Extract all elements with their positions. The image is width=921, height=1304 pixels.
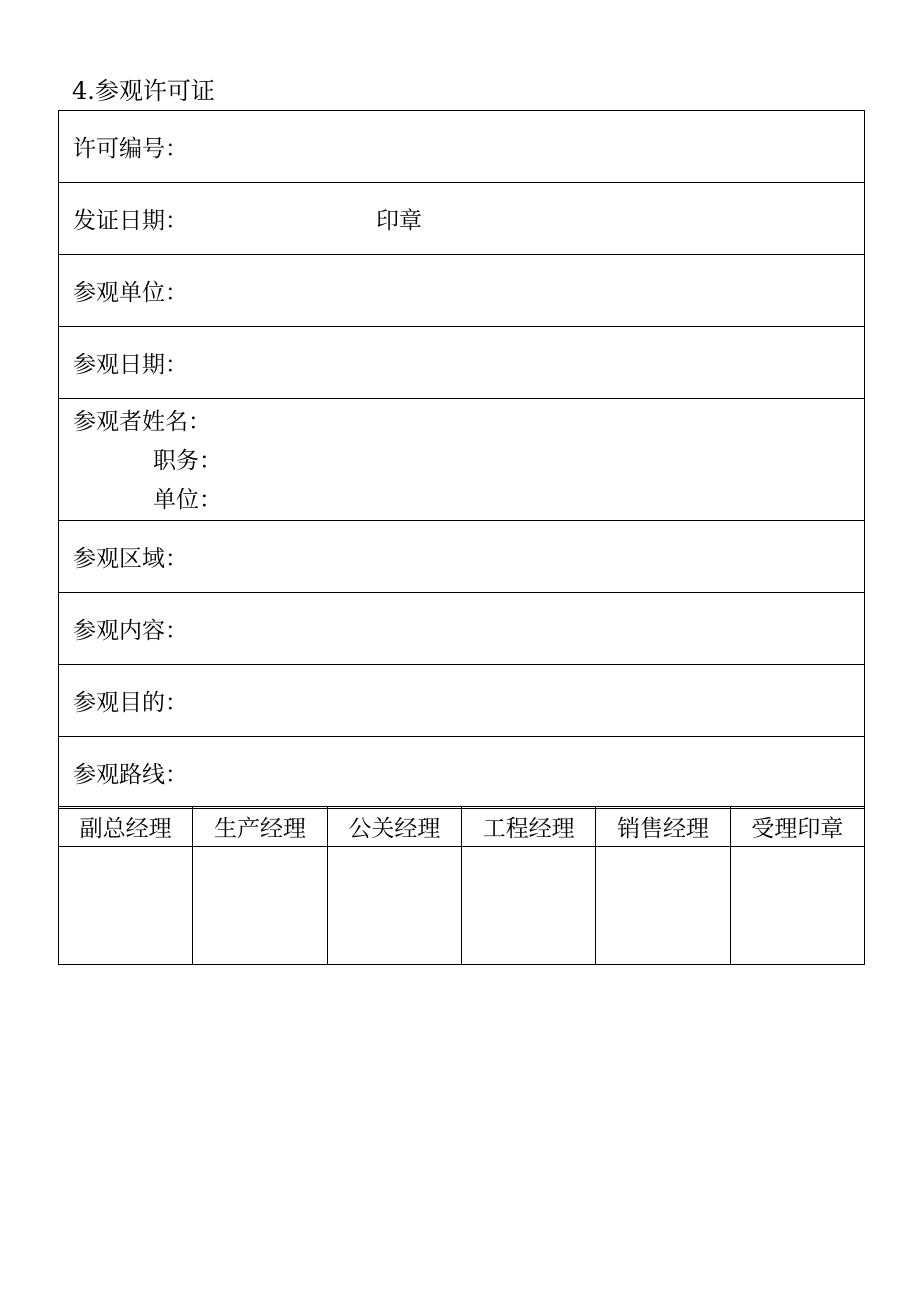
- issue-date-label: 发证日期：: [73, 208, 188, 234]
- visitor-name-label: 参观者姓名：: [73, 409, 211, 435]
- approval-signature-cell[interactable]: [596, 847, 730, 965]
- approval-header-row: [59, 807, 865, 847]
- visit-unit-label: 参观单位：: [73, 280, 188, 306]
- approval-signature-table: [58, 806, 865, 965]
- visitor-info-row: [59, 399, 865, 521]
- seal-label: 印章: [376, 208, 422, 234]
- visitor-unit-label: 单位：: [153, 487, 222, 513]
- issue-date-row: [59, 183, 865, 255]
- approval-signature-cell[interactable]: [327, 847, 461, 965]
- visit-date-field[interactable]: [59, 327, 865, 399]
- document-title: 4.参观许可证: [72, 77, 215, 105]
- approval-header-cell: 副总经理: [59, 807, 193, 847]
- visit-purpose-row: [59, 665, 865, 737]
- issue-date-field[interactable]: [59, 183, 865, 255]
- visit-area-row: [59, 521, 865, 593]
- permit-number-label: 许可编号：: [73, 136, 188, 162]
- visit-area-field[interactable]: [59, 521, 865, 593]
- visit-purpose-label: 参观目的：: [73, 690, 188, 716]
- permit-number-field[interactable]: [59, 111, 865, 183]
- visitor-info-field[interactable]: [59, 399, 865, 521]
- visit-unit-row: [59, 255, 865, 327]
- visit-route-field[interactable]: [59, 737, 865, 809]
- visitor-position-label: 职务：: [153, 448, 222, 474]
- approval-signature-cell[interactable]: [193, 847, 327, 965]
- visit-date-label: 参观日期：: [73, 352, 188, 378]
- approval-signature-cell[interactable]: [59, 847, 193, 965]
- visit-content-field[interactable]: [59, 593, 865, 665]
- approval-signature-cell[interactable]: [730, 847, 864, 965]
- visit-purpose-field[interactable]: [59, 665, 865, 737]
- visit-unit-field[interactable]: [59, 255, 865, 327]
- approval-header-cell: 受理印章: [730, 807, 864, 847]
- approval-signature-cell[interactable]: [461, 847, 595, 965]
- visit-date-row: [59, 327, 865, 399]
- visit-content-label: 参观内容：: [73, 618, 188, 644]
- visit-area-label: 参观区域：: [73, 546, 188, 572]
- approval-header-cell: 生产经理: [193, 807, 327, 847]
- approval-signature-row: [59, 847, 865, 965]
- permit-number-row: [59, 111, 865, 183]
- visit-content-row: [59, 593, 865, 665]
- approval-header-cell: 工程经理: [461, 807, 595, 847]
- visit-route-row: [59, 737, 865, 809]
- permit-form-table: [58, 110, 865, 809]
- approval-header-cell: 公关经理: [327, 807, 461, 847]
- approval-header-cell: 销售经理: [596, 807, 730, 847]
- visit-route-label: 参观路线：: [73, 762, 188, 788]
